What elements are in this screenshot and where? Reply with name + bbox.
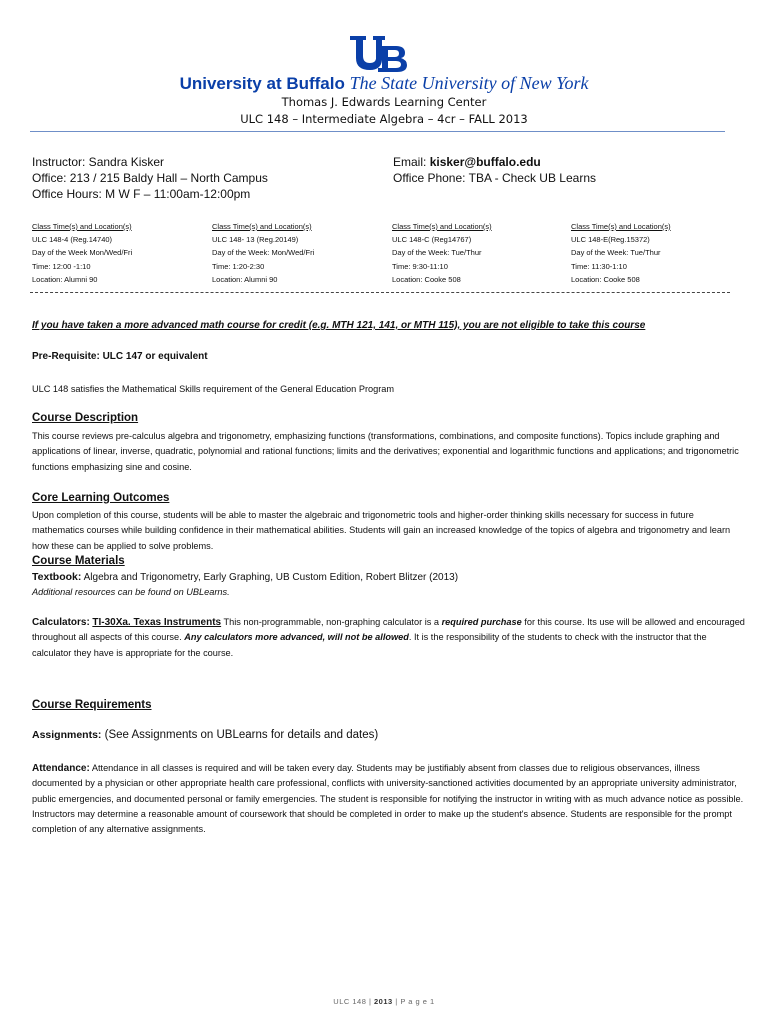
footer-separator: |	[366, 997, 375, 1006]
class-time: Time: 1:20-2:30	[212, 261, 265, 271]
required-purchase: required purchase	[441, 617, 522, 627]
class-section: ULC 148-E(Reg.15372)	[571, 235, 650, 245]
class-section: ULC 148-4 (Reg.14740)	[32, 235, 113, 245]
calculator-paragraph	[32, 615, 748, 661]
email-label: Email:	[393, 155, 427, 169]
learning-outcomes-text: Upon completion of this course, students will be able to master the algebraic and trigonometric tools and higher-order thinking skills necessary for success in future mathematics courses while building confidence in their mathematical abilities. Students will gain an increased knowledge of the topics of algebra and trigonometry and learn how these can be applied to solve problems.	[32, 510, 731, 551]
calculator-text-2: for this course. Its use will be allowed and encouraged throughout all aspects of this course.	[32, 617, 745, 643]
class-location: Location: Cooke 508	[392, 274, 461, 284]
class-time-label: Class Time(s) and Location(s)	[212, 222, 312, 231]
course-description-heading: Course Description	[32, 412, 139, 424]
additional-resources: Additional resources can be found on UBLearns.	[32, 587, 230, 597]
suny-wordmark: The State University of New York	[349, 73, 589, 93]
page-footer	[0, 997, 768, 1006]
course-title: ULC 148 – Intermediate Algebra – 4cr – FALL 2013	[240, 112, 528, 126]
prerequisite: Pre-Requisite: ULC 147 or equivalent	[32, 351, 208, 362]
attendance-label: Attendance:	[32, 763, 90, 774]
assignments-label: Assignments:	[32, 729, 102, 741]
office-location: Office: 213 / 215 Baldy Hall – North Campus	[32, 171, 268, 185]
textbook-label: Textbook:	[32, 571, 82, 583]
class-time-label: Class Time(s) and Location(s)	[32, 222, 132, 231]
class-section: ULC 148- 13 (Reg.20149)	[212, 235, 299, 245]
class-time-block	[212, 220, 314, 286]
course-requirements-heading: Course Requirements	[32, 699, 152, 711]
textbook-title: Algebra and Trigonometry, Early Graphing, UB Custom Edition, Robert Blitzer (2013)	[81, 572, 459, 583]
footer-year: 2013	[374, 997, 393, 1006]
assignments-text: (See Assignments on UBLearns for details and dates)	[101, 729, 379, 741]
textbook-line	[32, 570, 458, 585]
class-time-block	[392, 220, 492, 286]
email-row	[393, 155, 541, 169]
gen-ed-note: ULC 148 satisfies the Mathematical Skills requirement of the General Education Program	[32, 384, 395, 394]
calculator-text-1: This non-programmable, non-graphing calculator is a	[221, 617, 442, 627]
class-days: Day of the Week: Tue/Thur	[571, 248, 661, 258]
class-location: Location: Alumni 90	[32, 274, 98, 284]
university-name	[0, 73, 768, 94]
section-divider	[30, 292, 730, 293]
eligibility-warning: If you have taken a more advanced math course for credit (e.g. MTH 121, 141, or MTH 115), you are not eligible to take this course	[32, 320, 646, 331]
class-time-block	[32, 220, 132, 286]
assignments-line	[32, 729, 378, 741]
class-time: Time: 9:30-11:10	[392, 261, 448, 271]
course-materials-heading: Course Materials	[32, 555, 125, 567]
class-time-label: Class Time(s) and Location(s)	[571, 222, 671, 231]
class-days: Day of the Week Mon/Wed/Fri	[32, 248, 133, 258]
class-time-label: Class Time(s) and Location(s)	[392, 222, 492, 231]
class-location: Location: Alumni 90	[212, 274, 278, 284]
office-phone: Office Phone: TBA - Check UB Learns	[393, 171, 596, 185]
calculator-warning: Any calculators more advanced, will not be allowed	[184, 632, 409, 643]
class-days: Day of the Week: Tue/Thur	[392, 248, 482, 258]
page-number: P a g e 1	[400, 997, 435, 1006]
class-time-block	[571, 220, 671, 286]
calculator-text-3: . It is the responsibility of the students to check with the instructor that the calculator they have is appropriate for the course.	[32, 632, 707, 658]
class-time: Time: 11:30-1:10	[571, 261, 627, 271]
university-wordmark: University at Buffalo	[179, 74, 345, 93]
ub-monogram-icon	[348, 34, 410, 74]
calculator-model: TI-30Xa. Texas Instruments	[92, 617, 222, 628]
instructor-name: Instructor: Sandra Kisker	[32, 155, 165, 169]
learning-outcomes-heading: Core Learning Outcomes	[32, 492, 170, 504]
calculator-label: Calculators:	[32, 617, 90, 628]
course-description-text: This course reviews pre-calculus algebra and trigonometry, emphasizing functions (transformations, combinations, and composite functions). Topics include graphing and applications of linear, inverse, quadratic, polynomial and rational functions; limits and the derivatives; exponential and logarithmic functions and applications; and trigonometric functions emphasizing sine and cosine.	[32, 431, 739, 472]
learning-center-title: Thomas J. Edwards Learning Center	[281, 95, 487, 109]
class-time: Time: 12:00 -1:10	[32, 261, 91, 271]
header-divider	[30, 131, 725, 132]
footer-course: ULC 148	[333, 997, 367, 1006]
class-location: Location: Cooke 508	[571, 274, 640, 284]
class-section: ULC 148-C (Reg14767)	[392, 235, 472, 245]
footer-separator: |	[392, 997, 401, 1006]
class-days: Day of the Week: Mon/Wed/Fri	[212, 248, 315, 258]
attendance-paragraph	[32, 761, 748, 837]
attendance-text: Attendance in all classes is required and will be taken every day. Students may be justifiably absent from classes due to religious observances, illness documented by a physician or other appropriate health care professional, conflicts with university-sanctioned activities documented by an appropriate university administrator, public emergencies, and documented personal or family emergencies. The student is responsible for notifying the instructor in writing with as much advance notice as possible. Instructors may determine a reasonable amount of coursework that should be completed in order to make up the student's absence. Students are responsible for the prompt completion of any alternative assignments.	[32, 763, 744, 835]
office-hours: Office Hours: M W F – 11:00am-12:00pm	[32, 187, 251, 201]
email-link[interactable]: kisker@buffalo.edu	[429, 155, 541, 169]
